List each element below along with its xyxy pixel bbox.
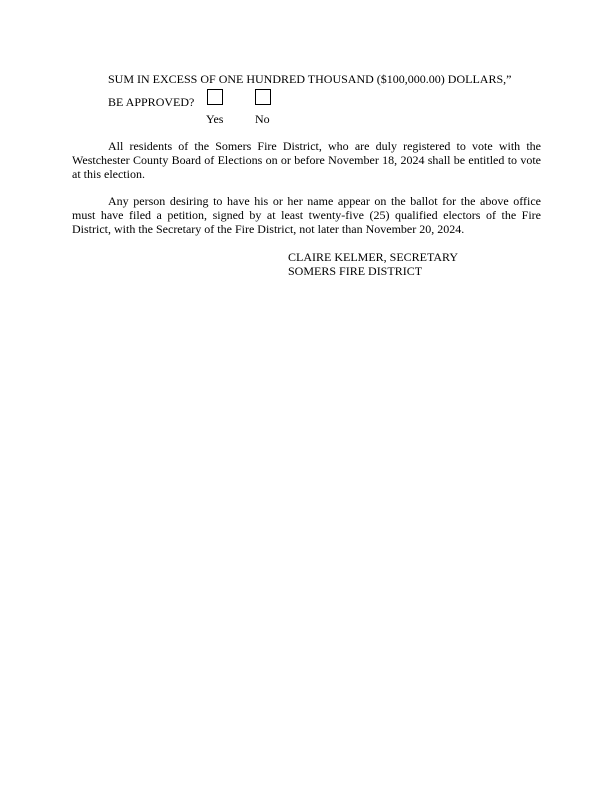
petition-paragraph: Any person desiring to have his or her name appear on the ballot for the above office must have filed a petition, signed by at least twenty-five (25) qualified electors of the Fire District, with the Secretary of the Fire District, not later than November 20, 2024. xyxy=(72,194,541,237)
yes-checkbox[interactable] xyxy=(207,89,223,105)
no-label: No xyxy=(255,112,270,126)
residents-paragraph: All residents of the Somers Fire District, who are duly registered to vote with the Westchester County Board of Elections on or before November 18, 2024 shall be entitled to vote at this election. xyxy=(72,139,541,182)
be-approved-label: BE APPROVED? xyxy=(108,95,195,109)
ballot-sum-line: SUM IN EXCESS OF ONE HUNDRED THOUSAND ($100,000.00) DOLLARS,” xyxy=(108,72,512,86)
signature-name-title: CLAIRE KELMER, SECRETARY xyxy=(288,250,459,264)
no-checkbox[interactable] xyxy=(255,89,271,105)
yes-label: Yes xyxy=(206,112,224,126)
signature-organization: SOMERS FIRE DISTRICT xyxy=(288,264,423,278)
